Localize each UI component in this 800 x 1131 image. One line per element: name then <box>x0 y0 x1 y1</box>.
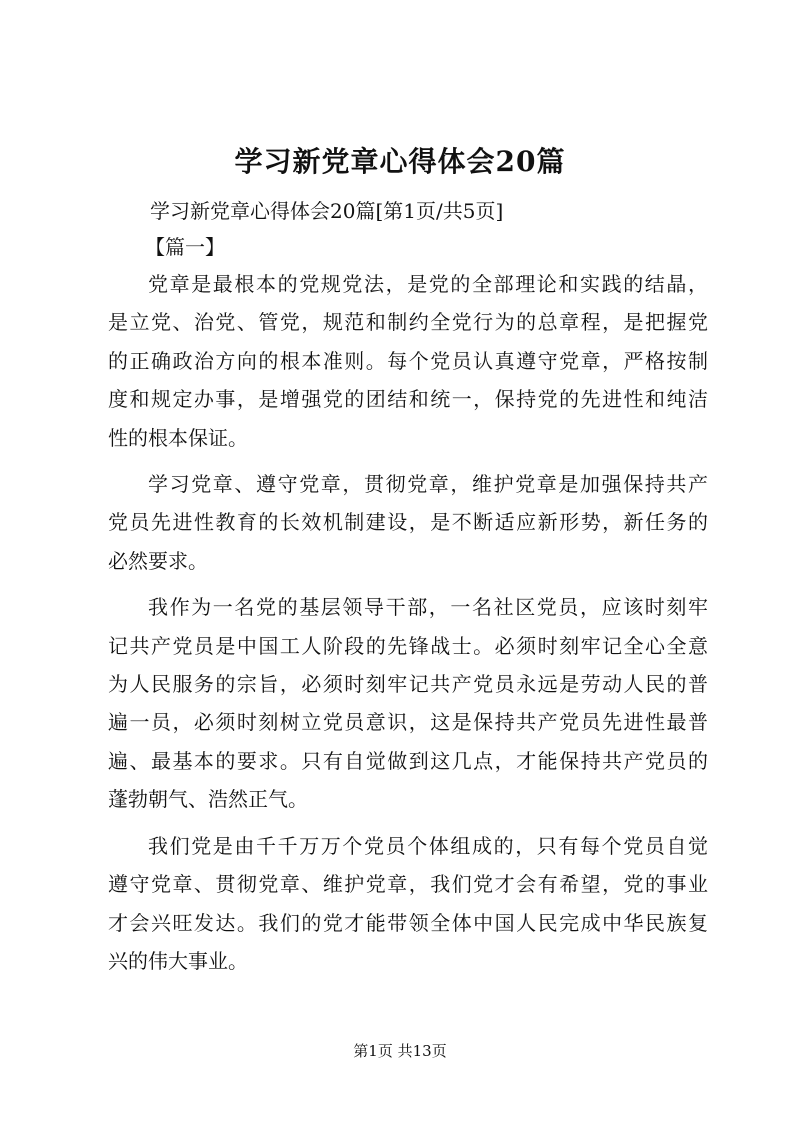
document-title: 学习新党章心得体会20篇 <box>234 145 566 178</box>
paragraph-3 <box>108 588 708 818</box>
paragraph-line: 性的根本保证。 <box>108 425 248 450</box>
paragraph-line: 我们党是由千千万万个党员个体组成的，只有每个党员自觉 <box>148 833 708 858</box>
paragraph-line: 蓬勃朝气、浩然正气。 <box>108 787 308 812</box>
paragraph-line: 党员先进性教育的长效机制建设，是不断适应新形势，新任务的 <box>108 510 708 535</box>
paragraph-line: 的正确政治方向的根本准则。每个党员认真遵守党章，严格按制 <box>108 348 708 373</box>
document-subtitle: 学习新党章心得体会20篇[第1页/共5页] <box>150 199 504 223</box>
page-footer: 第1页 共13页 <box>353 1042 447 1060</box>
paragraph-line: 必然要求。 <box>108 548 208 573</box>
paragraph-line: 记共产党员是中国工人阶段的先锋战士。必须时刻牢记全心全意 <box>108 633 708 658</box>
paragraph-line: 我作为一名党的基层领导干部，一名社区党员，应该时刻牢 <box>148 595 708 620</box>
paragraph-line: 才会兴旺发达。我们的党才能带领全体中国人民完成中华民族复 <box>108 910 708 935</box>
paragraph-line: 是立党、治党、管党，规范和制约全党行为的总章程，是把握党 <box>108 310 708 335</box>
paragraph-line: 学习党章、遵守党章，贯彻党章，维护党章是加强保持共产 <box>148 472 708 497</box>
paragraph-line: 兴的伟大事业。 <box>108 948 248 973</box>
paragraph-line: 遍一员，必须时刻树立党员意识，这是保持共产党员先进性最普 <box>108 710 708 735</box>
section-label: 【篇一】 <box>145 235 225 259</box>
paragraph-2 <box>108 465 708 580</box>
paragraph-1 <box>108 265 708 457</box>
paragraph-line: 遵守党章、贯彻党章、维护党章，我们党才会有希望，党的事业 <box>108 872 708 897</box>
paragraph-line: 遍、最基本的要求。只有自觉做到这几点，才能保持共产党员的 <box>108 748 708 773</box>
body-text <box>108 265 708 988</box>
paragraph-line: 为人民服务的宗旨，必须时刻牢记共产党员永远是劳动人民的普 <box>108 672 708 697</box>
paragraph-line: 度和规定办事，是增强党的团结和统一，保持党的先进性和纯洁 <box>108 387 708 412</box>
paragraph-line: 党章是最根本的党规党法，是党的全部理论和实践的结晶， <box>148 272 708 296</box>
paragraph-4 <box>108 827 708 981</box>
